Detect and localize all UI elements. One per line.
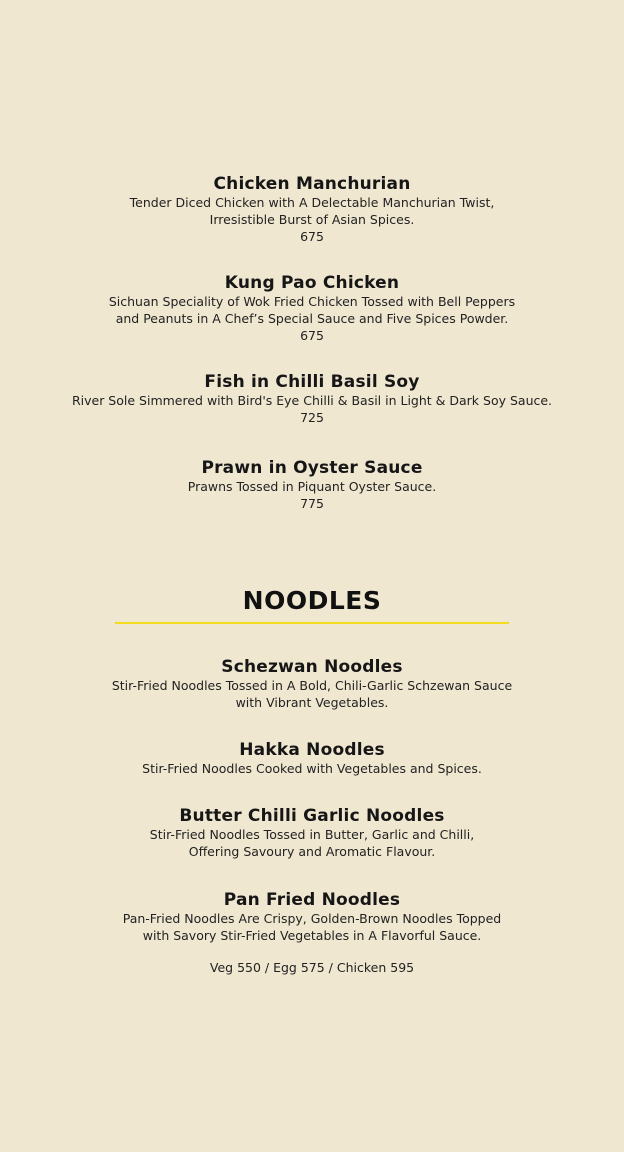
menu-item-description: River Sole Simmered with Bird's Eye Chilli & Basil in Light & Dark Soy Sauce.: [71, 393, 553, 408]
menu-item-price: 725: [300, 410, 324, 425]
menu-item-description: Stir-Fried Noodles Tossed in A Bold, Chili-Garlic Schzewan Sauce with Vibrant Vegetables.: [111, 678, 513, 710]
menu-item-description: Stir-Fried Noodles Cooked with Vegetables and Spices.: [142, 761, 482, 776]
menu-item-title: Prawn in Oyster Sauce: [201, 458, 423, 478]
menu-item-butter-chilli-garlic-noodles: [0, 806, 624, 860]
menu-item-title: Schezwan Noodles: [221, 657, 403, 677]
section-divider: [115, 622, 509, 624]
menu-item-description: Sichuan Speciality of Wok Fried Chicken Tossed with Bell Peppers and Peanuts in A Chef’s Special Sauce and Five Spices Powder.: [108, 294, 516, 326]
menu-item-chicken-manchurian: [0, 174, 624, 245]
menu-item-description: Stir-Fried Noodles Tossed in Butter, Garlic and Chilli, Offering Savoury and Aromatic Flavour.: [149, 827, 475, 859]
menu-item-price: 675: [300, 229, 324, 244]
menu-item-kung-pao-chicken: [0, 273, 624, 344]
menu-item-title: Chicken Manchurian: [213, 174, 411, 194]
menu-item-description: Pan-Fried Noodles Are Crispy, Golden-Brown Noodles Topped with Savory Stir-Fried Vegetables in A Flavorful Sauce.: [122, 911, 502, 943]
menu-item-description: Tender Diced Chicken with A Delectable Manchurian Twist, Irresistible Burst of Asian Spices.: [129, 195, 495, 227]
menu-item-schezwan-noodles: [0, 657, 624, 711]
menu-item-title: Fish in Chilli Basil Soy: [204, 372, 420, 392]
menu-item-title: Pan Fried Noodles: [223, 890, 401, 910]
menu-item-title: Hakka Noodles: [239, 740, 385, 760]
menu-item-price: 775: [300, 496, 324, 511]
menu-item-title: Butter Chilli Garlic Noodles: [179, 806, 445, 826]
menu-item-prawn-oyster-sauce: [0, 458, 624, 512]
menu-item-price: 675: [300, 328, 324, 343]
menu-item-title: Kung Pao Chicken: [224, 273, 400, 293]
noodles-price-line: Veg 550 / Egg 575 / Chicken 595: [209, 960, 415, 975]
menu-item-description: Prawns Tossed in Piquant Oyster Sauce.: [187, 479, 437, 494]
section-heading-noodles: NOODLES: [242, 586, 382, 615]
menu-item-hakka-noodles: [0, 740, 624, 777]
menu-item-pan-fried-noodles: [0, 890, 624, 944]
menu-item-fish-chilli-basil-soy: [0, 372, 624, 426]
